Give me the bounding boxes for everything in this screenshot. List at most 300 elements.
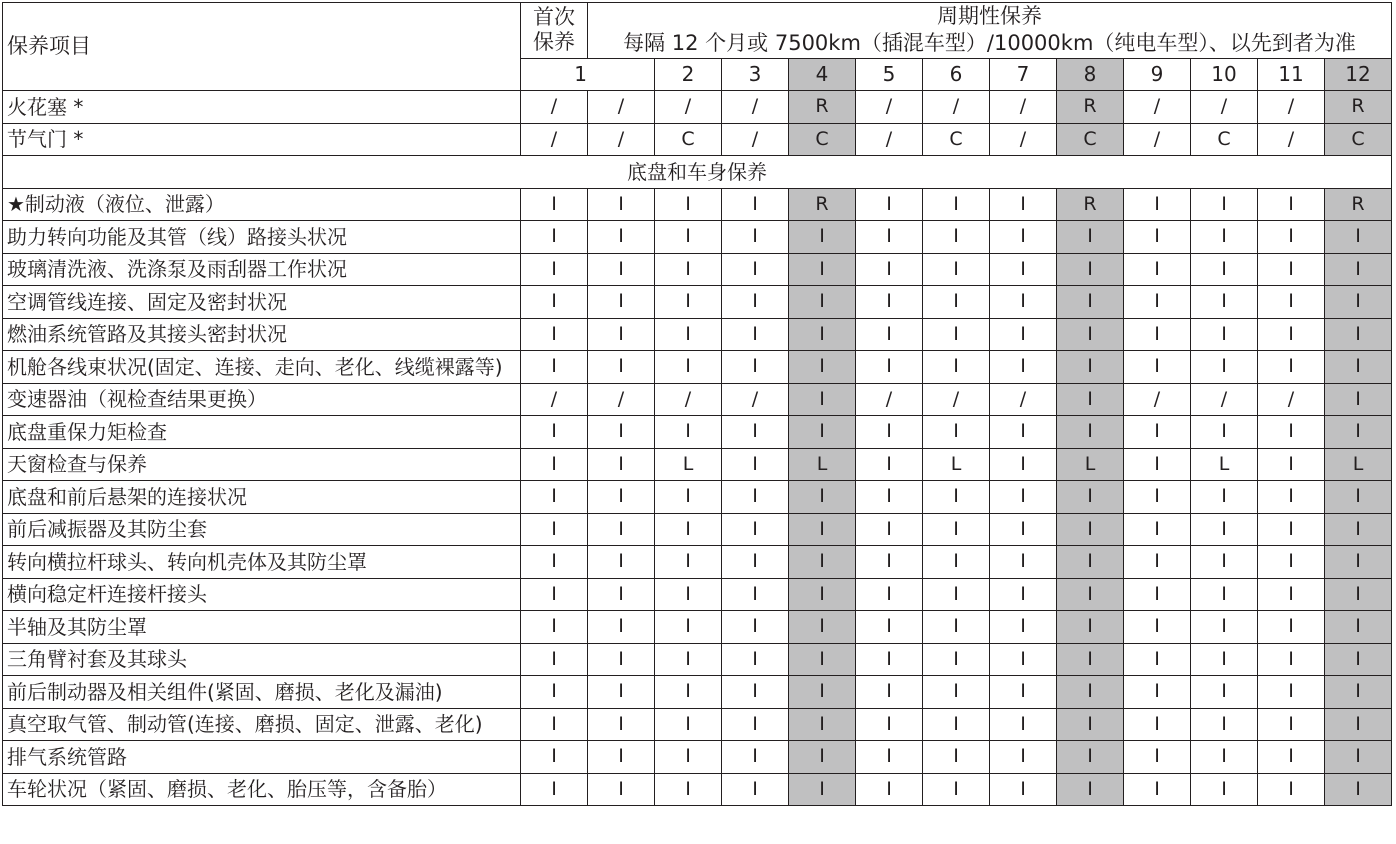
mark-cell: I <box>1057 351 1124 384</box>
mark-cell: I <box>722 643 789 676</box>
item-name: 节气门 * <box>3 123 521 156</box>
column-number-4: 3 <box>722 58 789 91</box>
mark-cell: I <box>588 221 655 254</box>
mark-cell: / <box>856 91 923 124</box>
mark-cell: I <box>1124 351 1191 384</box>
mark-cell: L <box>655 448 722 481</box>
table-row <box>3 351 1392 384</box>
mark-cell: I <box>521 351 588 384</box>
mark-cell: / <box>1258 383 1325 416</box>
mark-cell: I <box>1191 643 1258 676</box>
mark-cell: C <box>655 123 722 156</box>
mark-cell: I <box>1057 481 1124 514</box>
mark-cell: I <box>856 351 923 384</box>
mark-cell: I <box>789 351 856 384</box>
mark-cell: I <box>856 416 923 449</box>
mark-cell: I <box>1258 481 1325 514</box>
mark-cell: I <box>990 188 1057 221</box>
mark-cell: / <box>722 91 789 124</box>
mark-cell: I <box>521 253 588 286</box>
mark-cell: C <box>923 123 990 156</box>
mark-cell: I <box>1191 513 1258 546</box>
mark-cell: I <box>1325 513 1392 546</box>
mark-cell: I <box>1258 708 1325 741</box>
table-row <box>3 286 1392 319</box>
mark-cell: I <box>521 481 588 514</box>
mark-cell: / <box>923 383 990 416</box>
item-name: 火花塞 * <box>3 91 521 124</box>
mark-cell: I <box>588 188 655 221</box>
mark-cell: I <box>1124 546 1191 579</box>
mark-cell: I <box>1258 773 1325 806</box>
mark-cell: I <box>655 188 722 221</box>
mark-cell: I <box>1258 513 1325 546</box>
mark-cell: I <box>990 513 1057 546</box>
mark-cell: I <box>789 383 856 416</box>
mark-cell: I <box>1191 676 1258 709</box>
mark-cell: I <box>588 643 655 676</box>
mark-cell: I <box>990 481 1057 514</box>
item-name: 玻璃清洗液、洗涤泵及雨刮器工作状况 <box>3 253 521 286</box>
mark-cell: I <box>856 513 923 546</box>
mark-cell: I <box>1124 253 1191 286</box>
mark-cell: I <box>655 578 722 611</box>
mark-cell: I <box>1124 513 1191 546</box>
mark-cell: I <box>1325 741 1392 774</box>
mark-cell: / <box>1191 383 1258 416</box>
mark-cell: I <box>1258 578 1325 611</box>
mark-cell: R <box>1325 188 1392 221</box>
item-name: 车轮状况（紧固、磨损、老化、胎压等，含备胎） <box>3 773 521 806</box>
mark-cell: I <box>722 318 789 351</box>
mark-cell: I <box>1325 546 1392 579</box>
mark-cell: I <box>1191 188 1258 221</box>
mark-cell: I <box>655 546 722 579</box>
mark-cell: L <box>923 448 990 481</box>
column-number-6: 5 <box>856 58 923 91</box>
mark-cell: I <box>588 676 655 709</box>
mark-cell: I <box>1124 708 1191 741</box>
mark-cell: I <box>789 221 856 254</box>
mark-cell: I <box>1191 708 1258 741</box>
maintenance-schedule-table <box>2 2 1392 806</box>
mark-cell: / <box>1191 91 1258 124</box>
mark-cell: I <box>789 643 856 676</box>
mark-cell: I <box>722 773 789 806</box>
mark-cell: I <box>789 773 856 806</box>
mark-cell: I <box>655 643 722 676</box>
table-row <box>3 416 1392 449</box>
item-name: 排气系统管路 <box>3 741 521 774</box>
mark-cell: I <box>1057 708 1124 741</box>
mark-cell: I <box>655 318 722 351</box>
mark-cell: I <box>990 546 1057 579</box>
mark-cell: R <box>1325 91 1392 124</box>
mark-cell: I <box>722 741 789 774</box>
mark-cell: I <box>990 416 1057 449</box>
mark-cell: L <box>1191 448 1258 481</box>
mark-cell: I <box>789 318 856 351</box>
mark-cell: I <box>588 773 655 806</box>
mark-cell: I <box>722 513 789 546</box>
mark-cell: I <box>856 286 923 319</box>
mark-cell: I <box>1325 383 1392 416</box>
mark-cell: I <box>789 253 856 286</box>
mark-cell: I <box>1124 221 1191 254</box>
column-number-3: 2 <box>655 58 722 91</box>
mark-cell: I <box>1057 643 1124 676</box>
mark-cell: I <box>521 416 588 449</box>
mark-cell: I <box>856 578 923 611</box>
mark-cell: I <box>923 708 990 741</box>
mark-cell: I <box>923 643 990 676</box>
mark-cell: I <box>990 448 1057 481</box>
item-name: 变速器油（视检查结果更换） <box>3 383 521 416</box>
mark-cell: I <box>588 481 655 514</box>
mark-cell: / <box>588 383 655 416</box>
mark-cell: I <box>923 351 990 384</box>
table-row <box>3 188 1392 221</box>
mark-cell: / <box>1124 123 1191 156</box>
table-row <box>3 611 1392 644</box>
mark-cell: I <box>1325 773 1392 806</box>
mark-cell: I <box>521 773 588 806</box>
item-name: 真空取气管、制动管(连接、磨损、固定、泄露、老化) <box>3 708 521 741</box>
mark-cell: I <box>588 513 655 546</box>
mark-cell: I <box>1191 481 1258 514</box>
header-periodic-cell <box>588 3 1392 59</box>
mark-cell: C <box>1057 123 1124 156</box>
mark-cell: I <box>1057 513 1124 546</box>
mark-cell: I <box>1057 318 1124 351</box>
mark-cell: I <box>521 318 588 351</box>
mark-cell: I <box>1057 611 1124 644</box>
mark-cell: I <box>1325 286 1392 319</box>
mark-cell: I <box>1258 643 1325 676</box>
mark-cell: I <box>588 611 655 644</box>
mark-cell: I <box>521 221 588 254</box>
mark-cell: I <box>990 318 1057 351</box>
mark-cell: I <box>1191 416 1258 449</box>
mark-cell: I <box>923 546 990 579</box>
mark-cell: I <box>1191 741 1258 774</box>
mark-cell: / <box>1124 383 1191 416</box>
mark-cell: I <box>923 188 990 221</box>
item-name: 前后制动器及相关组件(紧固、磨损、老化及漏油) <box>3 676 521 709</box>
mark-cell: I <box>722 611 789 644</box>
mark-cell: I <box>722 481 789 514</box>
mark-cell: I <box>923 416 990 449</box>
mark-cell: / <box>521 91 588 124</box>
mark-cell: I <box>1325 221 1392 254</box>
mark-cell: I <box>1057 416 1124 449</box>
mark-cell: R <box>1057 91 1124 124</box>
mark-cell: I <box>1057 578 1124 611</box>
table-row <box>3 383 1392 416</box>
mark-cell: I <box>588 546 655 579</box>
column-number-8: 7 <box>990 58 1057 91</box>
mark-cell: I <box>856 221 923 254</box>
mark-cell: / <box>923 91 990 124</box>
mark-cell: I <box>856 481 923 514</box>
mark-cell: I <box>588 253 655 286</box>
mark-cell: I <box>1325 351 1392 384</box>
mark-cell: I <box>655 481 722 514</box>
mark-cell: L <box>1057 448 1124 481</box>
mark-cell: I <box>1124 611 1191 644</box>
mark-cell: I <box>1325 318 1392 351</box>
mark-cell: I <box>789 578 856 611</box>
mark-cell: / <box>1258 91 1325 124</box>
mark-cell: I <box>856 448 923 481</box>
mark-cell: / <box>990 383 1057 416</box>
mark-cell: I <box>1258 188 1325 221</box>
mark-cell: I <box>1124 286 1191 319</box>
periodic-subtitle: 每隔 12 个月或 7500km（插混车型）/10000km（纯电车型）、以先到者为准 <box>623 31 1356 56</box>
mark-cell: I <box>923 741 990 774</box>
table-row <box>3 448 1392 481</box>
mark-cell: I <box>1325 708 1392 741</box>
table-body <box>3 3 1392 806</box>
periodic-title: 周期性保养 <box>937 4 1042 28</box>
item-name: 机舱各线束状况(固定、连接、走向、老化、线缆裸露等) <box>3 351 521 384</box>
mark-cell: I <box>655 676 722 709</box>
header-row-top <box>3 3 1392 59</box>
column-number-11: 10 <box>1191 58 1258 91</box>
table-row <box>3 253 1392 286</box>
mark-cell: I <box>588 578 655 611</box>
mark-cell: I <box>588 708 655 741</box>
table-row <box>3 91 1392 124</box>
mark-cell: / <box>856 123 923 156</box>
mark-cell: I <box>521 611 588 644</box>
mark-cell: I <box>1258 351 1325 384</box>
mark-cell: I <box>722 578 789 611</box>
mark-cell: I <box>789 708 856 741</box>
section-row <box>3 156 1392 189</box>
mark-cell: I <box>722 448 789 481</box>
column-number-7: 6 <box>923 58 990 91</box>
mark-cell: I <box>1325 611 1392 644</box>
mark-cell: / <box>1124 91 1191 124</box>
item-name: ★制动液（液位、泄露） <box>3 188 521 221</box>
mark-cell: I <box>655 513 722 546</box>
mark-cell: I <box>990 741 1057 774</box>
mark-cell: I <box>1325 643 1392 676</box>
header-item-label: 保养项目 <box>7 34 91 59</box>
mark-cell: I <box>1258 253 1325 286</box>
table-row <box>3 481 1392 514</box>
item-name: 空调管线连接、固定及密封状况 <box>3 286 521 319</box>
mark-cell: I <box>789 416 856 449</box>
mark-cell: I <box>1057 253 1124 286</box>
table-row <box>3 578 1392 611</box>
mark-cell: I <box>1057 221 1124 254</box>
item-name: 底盘重保力矩检查 <box>3 416 521 449</box>
item-name: 前后减振器及其防尘套 <box>3 513 521 546</box>
mark-cell: I <box>990 351 1057 384</box>
mark-cell: I <box>722 676 789 709</box>
mark-cell: L <box>1325 448 1392 481</box>
mark-cell: I <box>1258 448 1325 481</box>
mark-cell: I <box>923 318 990 351</box>
mark-cell: I <box>789 546 856 579</box>
mark-cell: I <box>655 708 722 741</box>
mark-cell: I <box>1258 611 1325 644</box>
mark-cell: I <box>521 448 588 481</box>
mark-cell: I <box>856 643 923 676</box>
item-name: 燃油系统管路及其接头密封状况 <box>3 318 521 351</box>
table-row <box>3 513 1392 546</box>
mark-cell: I <box>1057 773 1124 806</box>
header-first-label: 首次 保养 <box>533 5 575 55</box>
mark-cell: I <box>521 741 588 774</box>
mark-cell: I <box>588 416 655 449</box>
mark-cell: / <box>856 383 923 416</box>
table-row <box>3 773 1392 806</box>
mark-cell: / <box>588 91 655 124</box>
mark-cell: I <box>1124 676 1191 709</box>
mark-cell: C <box>789 123 856 156</box>
mark-cell: I <box>856 546 923 579</box>
mark-cell: I <box>990 578 1057 611</box>
item-name: 横向稳定杆连接杆接头 <box>3 578 521 611</box>
mark-cell: I <box>1191 351 1258 384</box>
mark-cell: I <box>789 611 856 644</box>
column-number-1: 1 <box>521 58 588 91</box>
mark-cell: I <box>990 286 1057 319</box>
mark-cell: I <box>722 253 789 286</box>
mark-cell: I <box>521 286 588 319</box>
mark-cell: I <box>655 221 722 254</box>
mark-cell: I <box>521 708 588 741</box>
mark-cell: I <box>1258 286 1325 319</box>
mark-cell: / <box>722 383 789 416</box>
mark-cell: I <box>1325 676 1392 709</box>
mark-cell: I <box>923 253 990 286</box>
item-name: 底盘和前后悬架的连接状况 <box>3 481 521 514</box>
mark-cell: I <box>1325 253 1392 286</box>
mark-cell: I <box>789 513 856 546</box>
mark-cell: I <box>722 286 789 319</box>
mark-cell: I <box>1124 578 1191 611</box>
mark-cell: I <box>1057 286 1124 319</box>
mark-cell: L <box>789 448 856 481</box>
mark-cell: I <box>856 188 923 221</box>
mark-cell: / <box>655 383 722 416</box>
mark-cell: I <box>1325 416 1392 449</box>
mark-cell: / <box>521 383 588 416</box>
mark-cell: I <box>1191 578 1258 611</box>
item-name: 助力转向功能及其管（线）路接头状况 <box>3 221 521 254</box>
mark-cell: I <box>1258 741 1325 774</box>
mark-cell: I <box>655 253 722 286</box>
mark-cell: I <box>1191 611 1258 644</box>
mark-cell: I <box>521 513 588 546</box>
mark-cell: I <box>1057 676 1124 709</box>
column-number-2 <box>588 58 655 91</box>
mark-cell: I <box>789 481 856 514</box>
column-number-12: 11 <box>1258 58 1325 91</box>
table-row <box>3 708 1392 741</box>
mark-cell: I <box>856 611 923 644</box>
mark-cell: I <box>521 188 588 221</box>
mark-cell: R <box>1057 188 1124 221</box>
mark-cell: I <box>722 546 789 579</box>
mark-cell: I <box>655 286 722 319</box>
mark-cell: I <box>655 611 722 644</box>
mark-cell: I <box>1258 676 1325 709</box>
mark-cell: I <box>923 221 990 254</box>
item-name: 半轴及其防尘罩 <box>3 611 521 644</box>
column-number-13: 12 <box>1325 58 1392 91</box>
mark-cell: / <box>722 123 789 156</box>
mark-cell: I <box>722 416 789 449</box>
mark-cell: I <box>722 188 789 221</box>
mark-cell: I <box>1124 741 1191 774</box>
mark-cell: I <box>856 773 923 806</box>
mark-cell: I <box>588 286 655 319</box>
mark-cell: I <box>588 448 655 481</box>
mark-cell: I <box>1191 773 1258 806</box>
mark-cell: I <box>1124 481 1191 514</box>
mark-cell: I <box>1124 773 1191 806</box>
mark-cell: I <box>856 318 923 351</box>
mark-cell: I <box>856 741 923 774</box>
mark-cell: I <box>923 513 990 546</box>
mark-cell: / <box>990 91 1057 124</box>
mark-cell: R <box>789 188 856 221</box>
mark-cell: I <box>1124 416 1191 449</box>
mark-cell: I <box>923 773 990 806</box>
mark-cell: I <box>856 676 923 709</box>
mark-cell: I <box>923 578 990 611</box>
mark-cell: I <box>1191 253 1258 286</box>
mark-cell: I <box>1191 221 1258 254</box>
mark-cell: I <box>923 676 990 709</box>
table-row <box>3 643 1392 676</box>
item-name: 转向横拉杆球头、转向机壳体及其防尘罩 <box>3 546 521 579</box>
mark-cell: I <box>655 741 722 774</box>
mark-cell: I <box>1124 318 1191 351</box>
mark-cell: I <box>521 643 588 676</box>
mark-cell: I <box>521 578 588 611</box>
mark-cell: I <box>990 221 1057 254</box>
mark-cell: I <box>789 286 856 319</box>
mark-cell: I <box>923 611 990 644</box>
item-name: 三角臂衬套及其球头 <box>3 643 521 676</box>
mark-cell: I <box>1057 546 1124 579</box>
mark-cell: / <box>588 123 655 156</box>
mark-cell: I <box>923 481 990 514</box>
column-number-10: 9 <box>1124 58 1191 91</box>
mark-cell: / <box>521 123 588 156</box>
mark-cell: I <box>655 351 722 384</box>
mark-cell: I <box>588 351 655 384</box>
mark-cell: I <box>990 253 1057 286</box>
mark-cell: I <box>990 773 1057 806</box>
mark-cell: I <box>722 221 789 254</box>
mark-cell: I <box>1258 318 1325 351</box>
header-item-cell <box>3 3 521 91</box>
mark-cell: I <box>521 546 588 579</box>
mark-cell: / <box>1258 123 1325 156</box>
mark-cell: C <box>1325 123 1392 156</box>
table-row <box>3 741 1392 774</box>
mark-cell: I <box>1124 188 1191 221</box>
mark-cell: I <box>722 351 789 384</box>
mark-cell: I <box>655 416 722 449</box>
